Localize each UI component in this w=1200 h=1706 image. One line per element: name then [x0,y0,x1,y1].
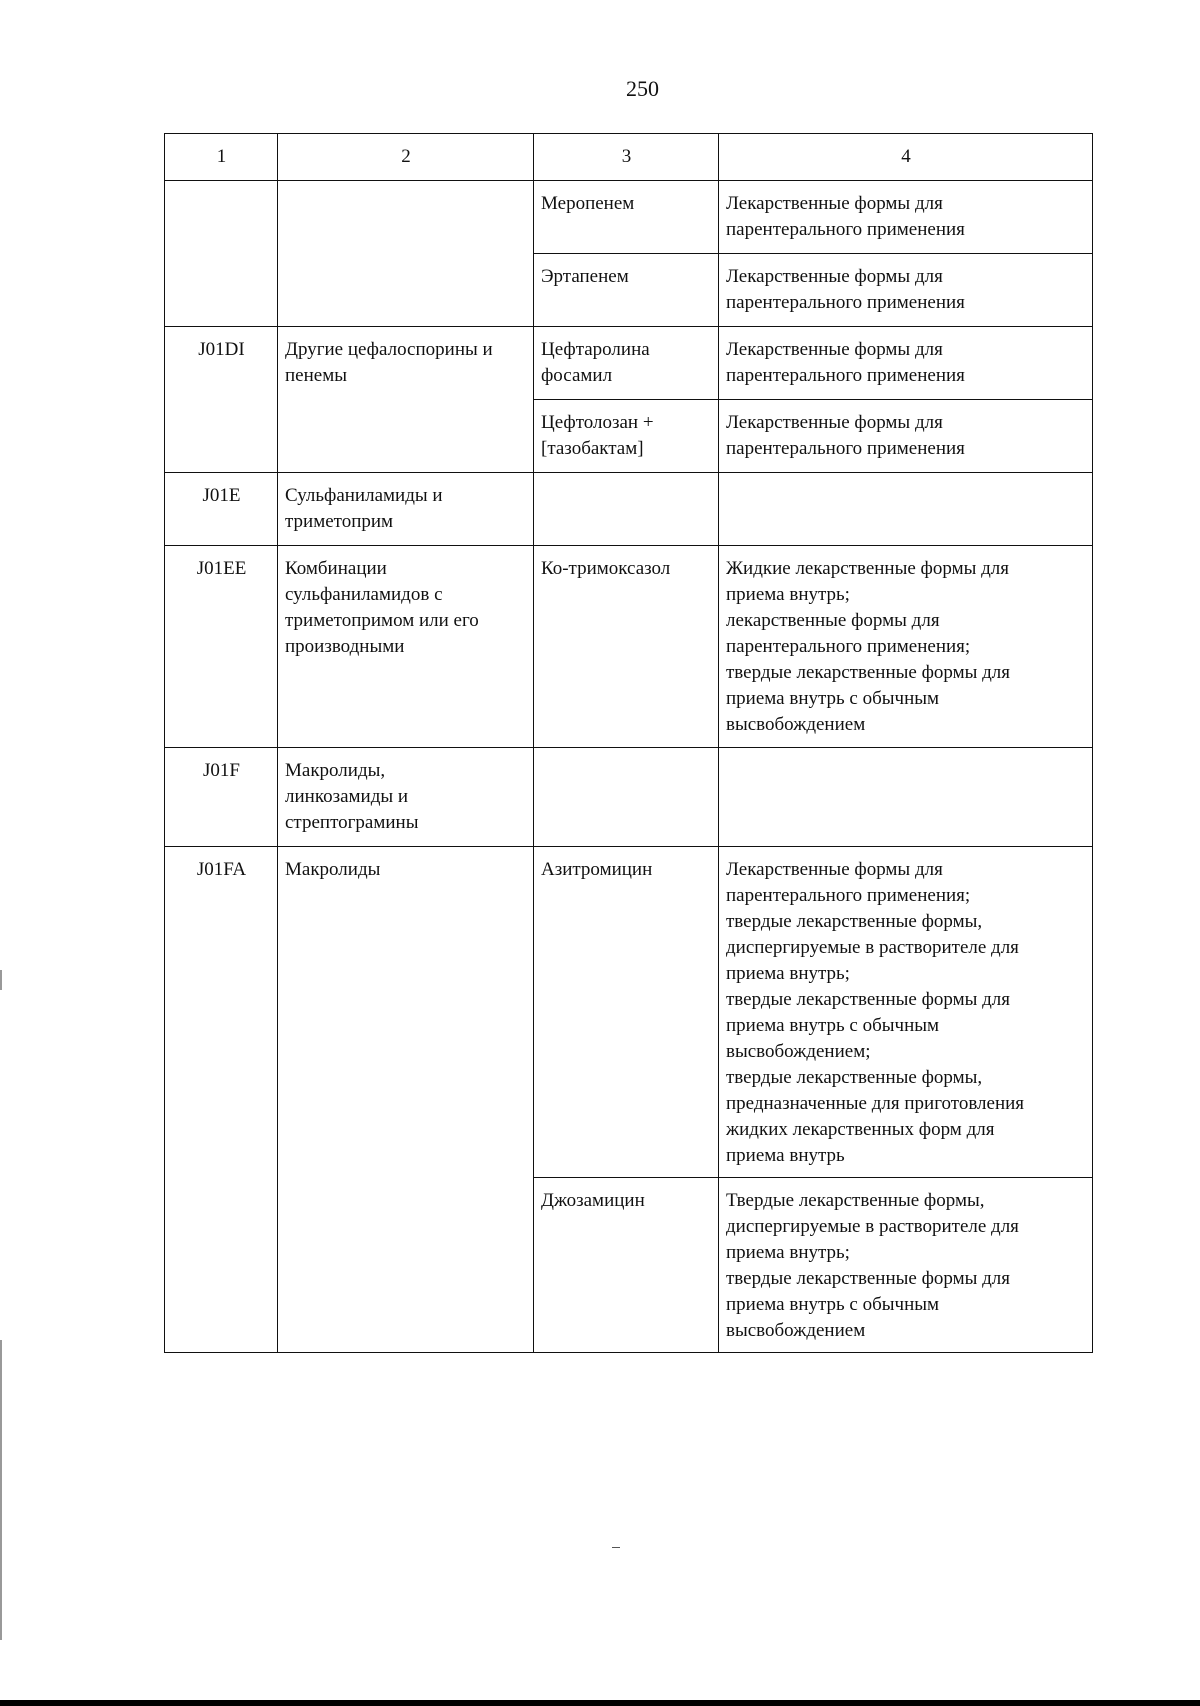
forms-cell: Жидкие лекарственные формы для приема внутрь; лекарственные формы для парентерального применения; твердые лекарственные формы для приема внутрь с обычным высвобождением [719,546,1093,748]
forms-cell [719,473,1093,546]
drug-cell: Эртапенем [534,254,719,327]
atc-code-cell: J01EE [165,546,278,748]
table-row [165,473,1093,546]
atc-code-cell: J01FA [165,847,278,1353]
drug-cell: Азитромицин [534,847,719,1178]
table-row [165,847,1093,1178]
table-header-row [165,134,1093,181]
forms-cell: Твердые лекарственные формы, диспергируемые в растворителе для приема внутрь; твердые лекарственные формы для приема внутрь с обычным высвобождением [719,1178,1093,1353]
drug-cell: Джозамицин [534,1178,719,1353]
atc-code-cell: J01F [165,748,278,847]
group-cell [278,181,534,327]
scan-bottom-edge [0,1700,1200,1706]
drug-cell [534,473,719,546]
forms-cell: Лекарственные формы для парентерального применения [719,181,1093,254]
table-row [165,181,1093,254]
group-cell: Макролиды, линкозамиды и стрептограмины [278,748,534,847]
atc-code-cell: J01DI [165,327,278,473]
table-row [165,546,1093,748]
drug-cell: Цефтолозан + [тазобактам] [534,400,719,473]
group-cell: Макролиды [278,847,534,1353]
header-cell-2: 2 [278,134,534,181]
forms-cell: Лекарственные формы для парентерального применения [719,400,1093,473]
atc-code-cell [165,181,278,327]
header-cell-1: 1 [165,134,278,181]
scan-edge-mark [0,1340,2,1640]
atc-code-cell: J01E [165,473,278,546]
drug-cell: Меропенем [534,181,719,254]
table-row [165,327,1093,400]
forms-cell [719,748,1093,847]
drug-cell: Ко-тримоксазол [534,546,719,748]
scan-mark [612,1547,620,1548]
header-cell-3: 3 [534,134,719,181]
drug-table [164,133,1093,1353]
group-cell: Комбинации сульфаниламидов с триметопримом или его производными [278,546,534,748]
scan-edge-mark [0,970,2,990]
forms-cell: Лекарственные формы для парентерального применения; твердые лекарственные формы, диспергируемые в растворителе для приема внутрь; твердые лекарственные формы для приема внутрь с обычным высвобождением; твердые лекарственные формы, предназначенные для приготовления жидких лекарственных форм для приема внутрь [719,847,1093,1178]
forms-cell: Лекарственные формы для парентерального применения [719,327,1093,400]
drug-cell: Цефтаролина фосамил [534,327,719,400]
drug-cell [534,748,719,847]
header-cell-4: 4 [719,134,1093,181]
group-cell: Другие цефалоспорины и пенемы [278,327,534,473]
group-cell: Сульфаниламиды и триметоприм [278,473,534,546]
forms-cell: Лекарственные формы для парентерального применения [719,254,1093,327]
table-row [165,748,1093,847]
page-number: 250 [626,76,659,101]
